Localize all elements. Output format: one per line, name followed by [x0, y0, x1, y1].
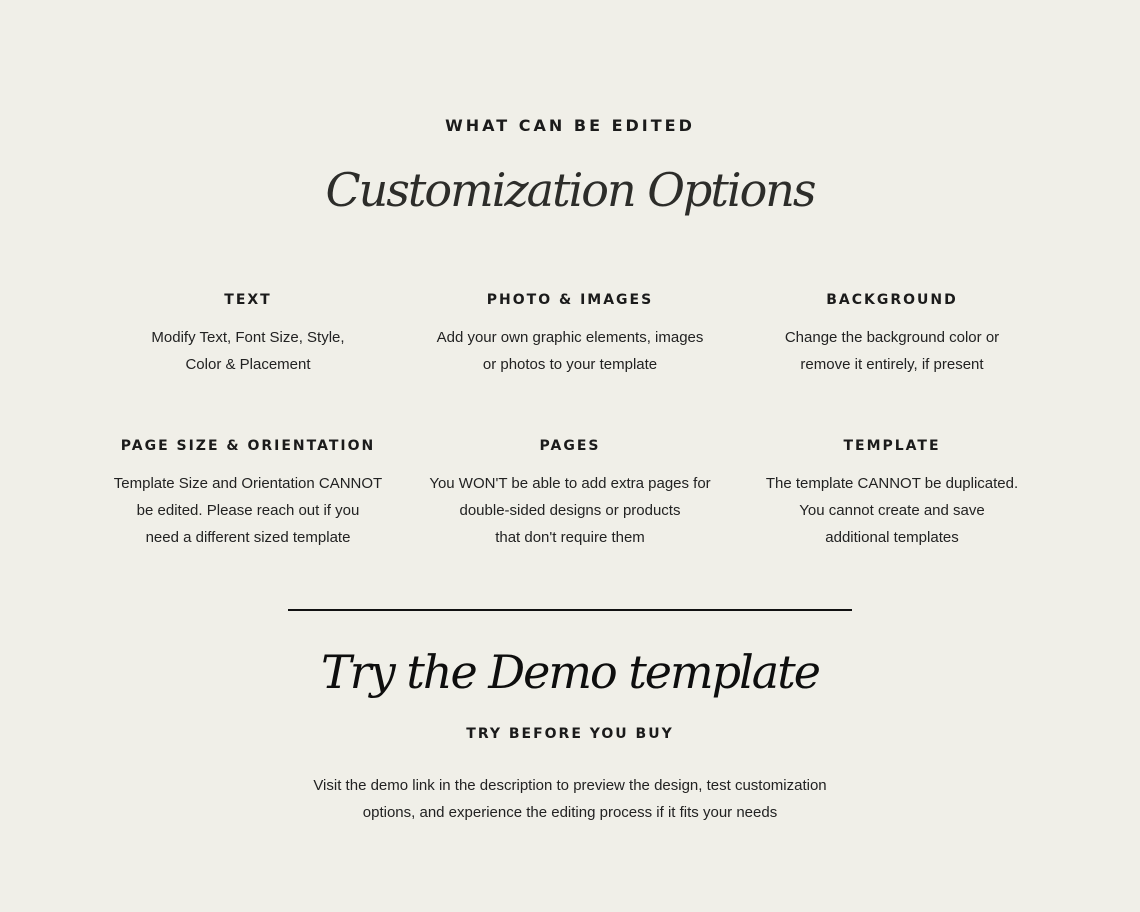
options-row	[88, 290, 1052, 378]
option-title: BACKGROUND	[826, 292, 958, 308]
option-description-line: Template Size and Orientation CANNOT	[113, 475, 383, 492]
option-description-line: Add your own graphic elements, images	[436, 329, 704, 346]
section-divider	[288, 609, 852, 611]
option-description-line: that don't require them	[495, 529, 645, 546]
option-template	[732, 436, 1052, 551]
option-text	[88, 290, 408, 378]
option-description-line: Modify Text, Font Size, Style,	[151, 329, 345, 346]
option-description	[410, 324, 730, 378]
options-row	[88, 436, 1052, 551]
option-pages	[410, 436, 730, 551]
option-title: TEXT	[224, 292, 272, 308]
option-description-line: Color & Placement	[185, 356, 311, 373]
option-description-line: or photos to your template	[482, 356, 658, 373]
option-description-line: be edited. Please reach out if you	[136, 502, 360, 519]
option-page-size-orientation	[88, 436, 408, 551]
option-title: PHOTO & IMAGES	[486, 292, 654, 308]
demo-eyebrow: TRY BEFORE YOU BUY	[466, 726, 674, 742]
demo-description-line: Visit the demo link in the description to preview the design, test customization	[313, 777, 827, 794]
option-title: PAGES	[539, 438, 601, 454]
option-title: PAGE SIZE & ORIENTATION	[120, 438, 376, 454]
section-eyebrow: WHAT CAN BE EDITED	[445, 116, 695, 135]
demo-description-line: options, and experience the editing process if it fits your needs	[362, 804, 778, 821]
option-description-line: You cannot create and save	[799, 502, 985, 519]
option-description-line: need a different sized template	[145, 529, 351, 546]
demo-title: Try the Demo template	[321, 645, 819, 699]
option-description-line: You WON'T be able to add extra pages for	[429, 475, 711, 492]
option-description-line: remove it entirely, if present	[800, 356, 984, 373]
option-description-line: double-sided designs or products	[459, 502, 681, 519]
option-description	[88, 470, 408, 551]
option-description	[410, 470, 730, 551]
option-title: TEMPLATE	[843, 438, 941, 454]
option-background	[732, 290, 1052, 378]
option-description	[732, 470, 1052, 551]
option-photo-images	[410, 290, 730, 378]
demo-description	[0, 772, 1140, 826]
option-description-line: The template CANNOT be duplicated.	[765, 475, 1019, 492]
option-description-line: additional templates	[825, 529, 959, 546]
option-description	[88, 324, 408, 378]
page-title: Customization Options	[325, 163, 815, 217]
option-description-line: Change the background color or	[784, 329, 1000, 346]
option-description	[732, 324, 1052, 378]
